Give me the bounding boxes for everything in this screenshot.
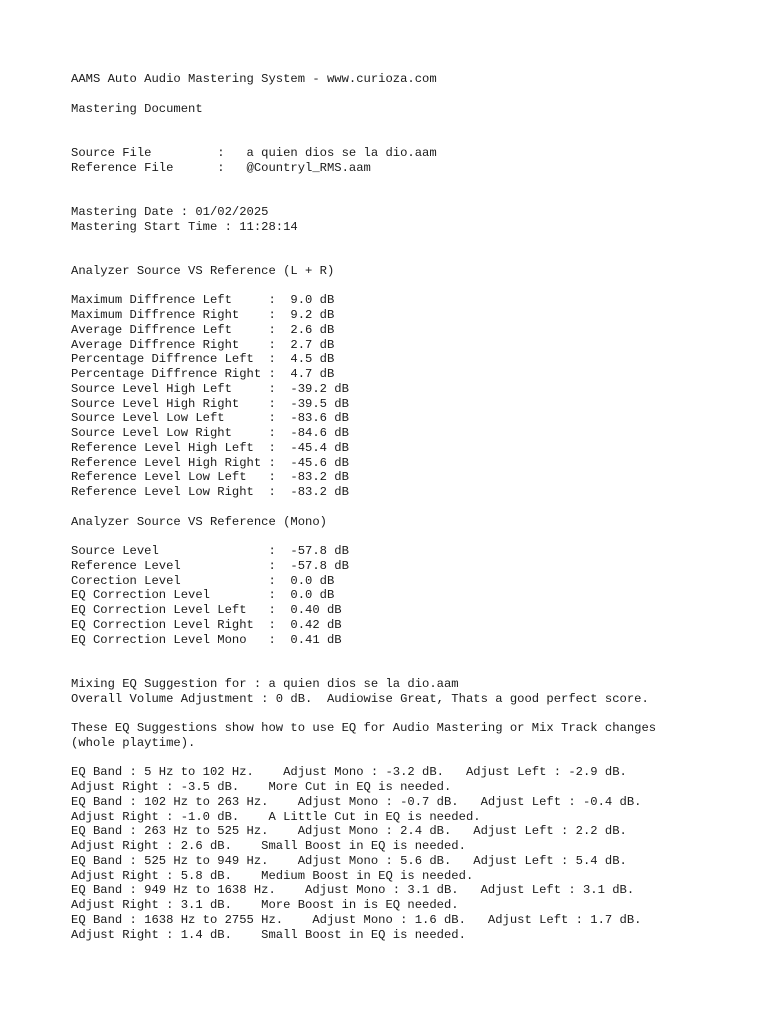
mastering-document — [71, 72, 751, 942]
eq-band-line: EQ Band : 5 Hz to 102 Hz. Adjust Mono : -3.2 dB. Adjust Left : -2.9 dB. — [71, 765, 627, 780]
eq-intro-line: (whole playtime). — [71, 735, 196, 750]
source-file-line: Source File : a quien dios se la dio.aam — [71, 145, 437, 160]
analyzer-row: Source Level Low Left : -83.6 dB — [71, 411, 349, 426]
analyzer-row: EQ Correction Level Left : 0.40 dB — [71, 603, 342, 617]
mixing-suggestion-title: Mixing EQ Suggestion for : a quien dios se la dio.aam — [71, 676, 459, 691]
mastering-start-time: Mastering Start Time : 11:28:14 — [71, 219, 298, 234]
eq-band-adjust-line: Adjust Right : 2.6 dB. Small Boost in EQ is needed. — [71, 839, 466, 853]
eq-band-line: EQ Band : 525 Hz to 949 Hz. Adjust Mono : 5.6 dB. Adjust Left : 5.4 dB. — [71, 853, 627, 868]
eq-band-line: EQ Band : 949 Hz to 1638 Hz. Adjust Mono : 3.1 dB. Adjust Left : 3.1 dB. — [71, 883, 635, 898]
mixing-section — [71, 677, 751, 766]
document-title: Mastering Document — [71, 101, 203, 116]
reference-file-line: Reference File : @Countryl_RMS.aam — [71, 160, 371, 175]
overall-volume-adjustment: Overall Volume Adjustment : 0 dB. Audiowise Great, Thats a good perfect score. — [71, 691, 649, 706]
spacer — [71, 116, 751, 131]
analyzer-row: Source Level : -57.8 dB — [71, 544, 349, 558]
analyzer-mono-title: Analyzer Source VS Reference (Mono) — [71, 514, 327, 529]
analyzer-row: Reference Level High Right : -45.6 dB — [71, 455, 349, 470]
analyzer-row: Reference Level Low Left : -83.2 dB — [71, 470, 349, 485]
analyzer-row: EQ Correction Level Right : 0.42 dB — [71, 617, 342, 632]
analyzer-row: Reference Level High Left : -45.4 dB — [71, 440, 349, 455]
analyzer-mono-section — [71, 515, 751, 648]
eq-band-line: EQ Band : 263 Hz to 525 Hz. Adjust Mono : 2.4 dB. Adjust Left : 2.2 dB. — [71, 824, 627, 839]
spacer — [71, 647, 751, 662]
eq-band-adjust-line: Adjust Right : -3.5 dB. More Cut in EQ is needed. — [71, 780, 452, 794]
eq-band-adjust-line: Adjust Right : -1.0 dB. A Little Cut in EQ is needed. — [71, 809, 481, 824]
spacer — [71, 662, 751, 677]
analyzer-row: Maximum Diffrence Left : 9.0 dB — [71, 293, 335, 308]
eq-intro-line: These EQ Suggestions show how to use EQ for Audio Mastering or Mix Track changes — [71, 721, 657, 735]
spacer — [71, 131, 751, 146]
analyzer-row: Percentage Diffrence Left : 4.5 dB — [71, 352, 335, 367]
analyzer-row: EQ Correction Level : 0.0 dB — [71, 588, 335, 603]
mastering-date: Mastering Date : 01/02/2025 — [71, 204, 269, 219]
spacer — [71, 175, 751, 190]
analyzer-row: Source Level High Left : -39.2 dB — [71, 381, 349, 396]
analyzer-lr-section — [71, 264, 751, 500]
eq-band-adjust-line: Adjust Right : 3.1 dB. More Boost in is EQ needed. — [71, 898, 459, 912]
analyzer-row: Maximum Diffrence Right : 9.2 dB — [71, 308, 335, 322]
spacer — [71, 190, 751, 205]
analyzer-row: Source Level High Right : -39.5 dB — [71, 396, 349, 411]
spacer — [71, 249, 751, 264]
system-title: AAMS Auto Audio Mastering System - www.curioza.com — [71, 72, 437, 86]
eq-band-adjust-line: Adjust Right : 1.4 dB. Small Boost in EQ is needed. — [71, 927, 466, 942]
analyzer-lr-title: Analyzer Source VS Reference (L + R) — [71, 263, 335, 278]
analyzer-row: Reference Level : -57.8 dB — [71, 558, 349, 573]
eq-band-line: EQ Band : 102 Hz to 263 Hz. Adjust Mono : -0.7 dB. Adjust Left : -0.4 dB. — [71, 794, 642, 809]
analyzer-row: Percentage Diffrence Right : 4.7 dB — [71, 367, 335, 381]
analyzer-row: EQ Correction Level Mono : 0.41 dB — [71, 632, 342, 647]
analyzer-row: Average Diffrence Left : 2.6 dB — [71, 322, 335, 337]
spacer — [71, 279, 751, 294]
analyzer-row: Reference Level Low Right : -83.2 dB — [71, 485, 349, 499]
analyzer-row: Source Level Low Right : -84.6 dB — [71, 426, 349, 440]
session-info — [71, 205, 751, 235]
file-info — [71, 146, 751, 176]
eq-band-list — [71, 765, 751, 942]
spacer — [71, 234, 751, 249]
eq-band-line: EQ Band : 1638 Hz to 2755 Hz. Adjust Mono : 1.6 dB. Adjust Left : 1.7 dB. — [71, 912, 642, 927]
spacer — [71, 87, 751, 102]
eq-band-adjust-line: Adjust Right : 5.8 dB. Medium Boost in EQ is needed. — [71, 868, 474, 883]
spacer — [71, 500, 751, 515]
spacer — [71, 706, 751, 721]
spacer — [71, 529, 751, 544]
analyzer-row: Corection Level : 0.0 dB — [71, 573, 335, 588]
analyzer-row: Average Diffrence Right : 2.7 dB — [71, 337, 335, 352]
spacer — [71, 751, 751, 766]
